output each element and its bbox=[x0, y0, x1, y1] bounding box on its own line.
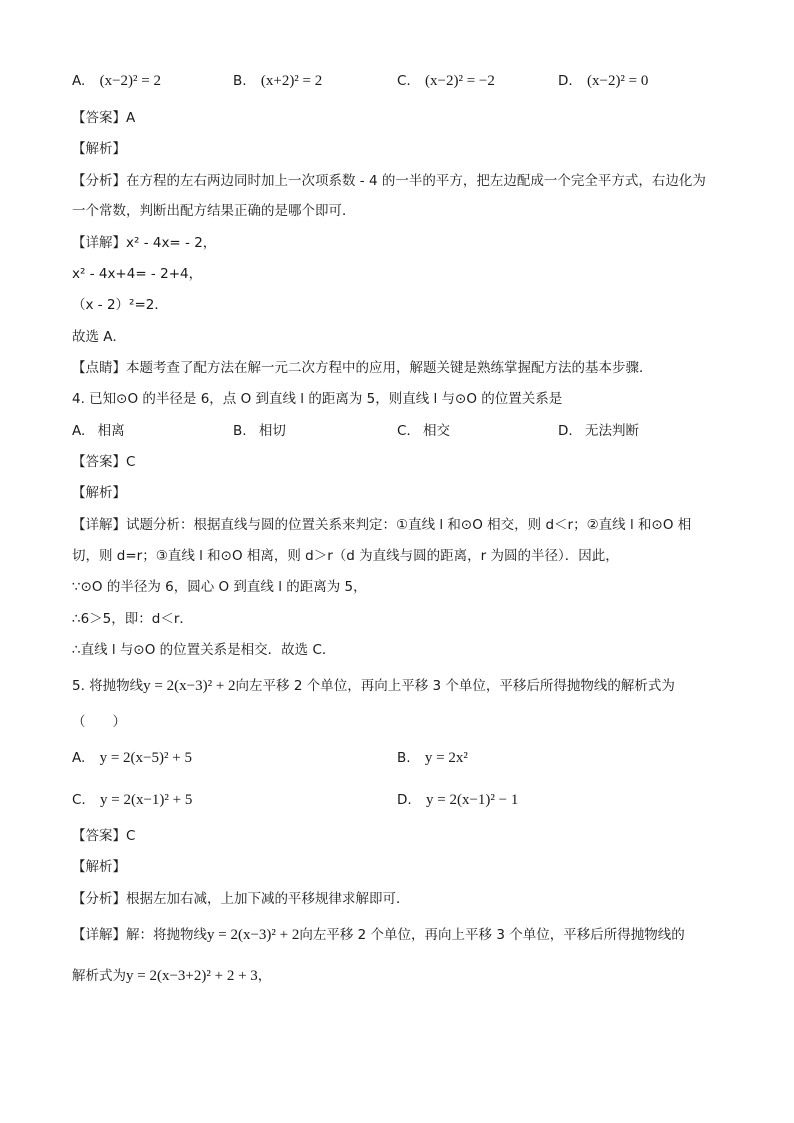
q4-answer: 【答案】C bbox=[72, 454, 136, 470]
q4-option-a: A. 相离 bbox=[72, 423, 125, 439]
q5-option-a: A. y = 2(x−5)² + 5 bbox=[72, 750, 192, 766]
q5-option-b-math: y = 2x² bbox=[424, 750, 468, 766]
q3-option-c: C. (x−2)² = −2 bbox=[397, 73, 495, 89]
q4-option-c-text: 相交 bbox=[423, 423, 451, 439]
q4-analysis-heading: 【解析】 bbox=[72, 485, 126, 501]
q3-option-b-math: (x+2)² = 2 bbox=[260, 73, 323, 89]
q4-option-b-text: 相切 bbox=[258, 423, 286, 439]
q5-stem: 5. 将抛物线y = 2(x−3)² + 2向左平移 2 个单位，再向上平移 3 个单位，平移后所得抛物线的解析式为 bbox=[72, 678, 675, 694]
q3-detail-line-3: （x - 2）²=2． bbox=[72, 297, 168, 313]
q4-stem: 4. 已知⊙O 的半径是 6，点 O 到直线 l 的距离为 5，则直线 l 与⊙O 的位置关系是 bbox=[72, 391, 563, 407]
q3-option-a-math: (x−2)² = 2 bbox=[99, 73, 161, 89]
q5-option-d: D. y = 2(x−1)² − 1 bbox=[397, 792, 519, 808]
q3-option-b: B. (x+2)² = 2 bbox=[233, 73, 323, 89]
q5-answer: 【答案】C bbox=[72, 828, 136, 844]
q3-option-d: D. (x−2)² = 0 bbox=[558, 73, 649, 89]
q3-answer: 【答案】A bbox=[72, 110, 136, 126]
q4-option-a-text: 相离 bbox=[97, 423, 125, 439]
q4-option-c: C. 相交 bbox=[397, 423, 451, 439]
q3-detail-line-4: 故选 A． bbox=[72, 329, 127, 345]
q5-fenxi: 【分析】根据左加右减，上加下减的平移规律求解即可． bbox=[72, 891, 410, 907]
q4-option-b: B. 相切 bbox=[233, 423, 286, 439]
q4-option-d-text: 无法判断 bbox=[584, 423, 639, 439]
q3-option-a: A. (x−2)² = 2 bbox=[72, 73, 161, 89]
q3-option-c-math: (x−2)² = −2 bbox=[425, 73, 495, 89]
q4-detail-line-5: ∴直线 l 与⊙O 的位置关系是相交．故选 C． bbox=[72, 642, 336, 658]
q4-option-d: D. 无法判断 bbox=[558, 423, 639, 439]
q3-fenxi-line-1: 【分析】在方程的左右两边同时加上一次项系数 - 4 的一半的平方，把左边配成一个完全平方式，右边化为 bbox=[72, 173, 706, 189]
q3-detail-line-2: x² - 4x+4= - 2+4， bbox=[72, 266, 203, 282]
q4-detail-line-3: ∵⊙O 的半径为 6，圆心 O 到直线 l 的距离为 5， bbox=[72, 579, 367, 595]
q3-detail-line-1: 【详解】x² - 4x= - 2， bbox=[72, 235, 217, 251]
q5-detail-line-2: 解析式为y = 2(x−3+2)² + 2 + 3， bbox=[72, 968, 272, 984]
q3-analysis-heading: 【解析】 bbox=[72, 141, 126, 157]
q4-detail-line-2: 切，则 d=r；③直线 l 和⊙O 相离，则 d＞r（d 为直线与圆的距离，r 为圆的半径）．因此， bbox=[72, 548, 619, 564]
q3-option-d-math: (x−2)² = 0 bbox=[586, 73, 649, 89]
q5-option-a-math: y = 2(x−5)² + 5 bbox=[99, 750, 192, 766]
q5-stem-paren: （ ） bbox=[72, 714, 126, 730]
q5-detail-math: y = 2(x−3)² + 2 bbox=[207, 927, 300, 943]
q4-detail-line-4: ∴6＞5，即：d＜r． bbox=[72, 611, 193, 627]
q5-detail-line-1: 【详解】解：将抛物线y = 2(x−3)² + 2向左平移 2 个单位，再向上平移 3 个单位，平移后所得抛物线的 bbox=[72, 927, 685, 943]
q5-stem-math: y = 2(x−3)² + 2 bbox=[143, 678, 236, 694]
q5-option-d-math: y = 2(x−1)² − 1 bbox=[425, 792, 519, 808]
q5-option-b: B. y = 2x² bbox=[397, 750, 468, 766]
q3-dianjing: 【点睛】本题考查了配方法在解一元二次方程中的应用，解题关键是熟练掌握配方法的基本步骤． bbox=[72, 360, 653, 376]
q4-detail-line-1: 【详解】试题分析：根据直线与圆的位置关系来判定：①直线 l 和⊙O 相交，则 d＜r；②直线 l 和⊙O 相 bbox=[72, 517, 692, 533]
q5-option-c: C. y = 2(x−1)² + 5 bbox=[72, 792, 193, 808]
q3-fenxi-line-2: 一个常数，判断出配方结果正确的是哪个即可． bbox=[72, 203, 356, 219]
q5-analysis-heading: 【解析】 bbox=[72, 859, 126, 875]
q5-option-c-math: y = 2(x−1)² + 5 bbox=[100, 792, 193, 808]
q5-detail-2-math: y = 2(x−3+2)² + 2 + 3 bbox=[126, 968, 258, 984]
